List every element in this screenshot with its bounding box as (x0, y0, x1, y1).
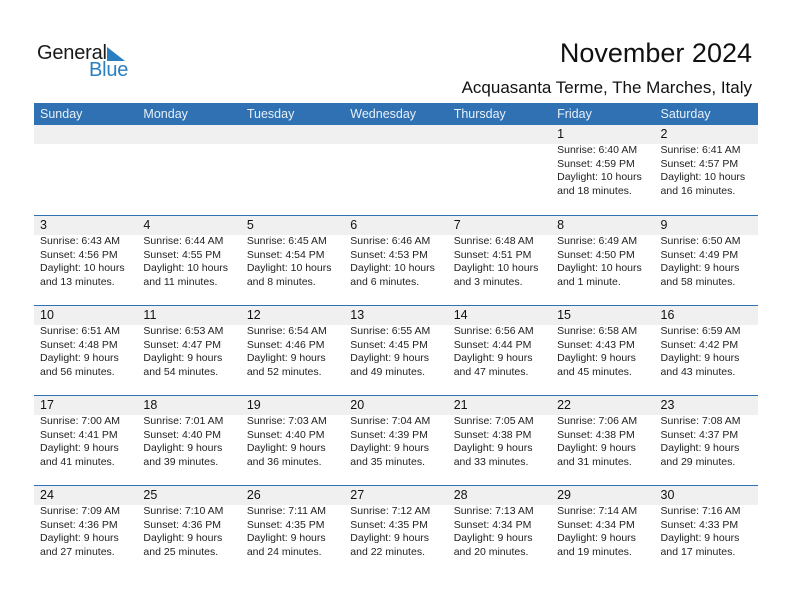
empty-day-cell (137, 125, 240, 198)
day-number: 24 (40, 488, 54, 502)
daylight-minutes-text: and 27 minutes. (40, 545, 115, 558)
day-cell (448, 306, 551, 379)
sunrise-text: Sunrise: 7:04 AM (350, 415, 431, 427)
sunrise-text: Sunrise: 7:05 AM (453, 415, 534, 427)
day-cell (344, 396, 447, 469)
daylight-text: Daylight: 10 hours (660, 171, 746, 183)
generalblue-logo (37, 42, 137, 82)
daylight-minutes-text: and 36 minutes. (246, 455, 322, 468)
sunrise-text: Sunrise: 7:03 AM (246, 415, 327, 427)
day-cell (241, 486, 344, 559)
sunset-text: Sunset: 4:50 PM (557, 248, 635, 261)
day-cell (448, 396, 551, 469)
sunrise-text: Sunrise: 7:08 AM (660, 415, 741, 427)
sunset-text: Sunset: 4:34 PM (453, 518, 532, 531)
daylight-minutes-text: and 17 minutes. (660, 545, 736, 558)
sunrise-text: Sunrise: 7:13 AM (453, 505, 534, 517)
sunrise-text: Sunrise: 6:55 AM (350, 325, 431, 337)
day-cell (34, 216, 137, 289)
week-row (34, 125, 758, 215)
daylight-text: Daylight: 9 hours (350, 442, 430, 454)
sunrise-text: Sunrise: 7:06 AM (557, 415, 638, 427)
weekday-saturday: Saturday (660, 107, 711, 121)
sunrise-text: Sunrise: 7:10 AM (143, 505, 224, 517)
daylight-minutes-text: and 43 minutes. (660, 365, 736, 378)
daylight-text: Daylight: 10 hours (40, 262, 125, 274)
day-cell (344, 216, 447, 289)
day-number: 2 (660, 127, 668, 141)
calendar-title: November 2024 (559, 38, 752, 68)
sunset-text: Sunset: 4:42 PM (660, 338, 739, 351)
sunset-text: Sunset: 4:59 PM (557, 157, 635, 170)
daylight-minutes-text: and 8 minutes. (246, 275, 316, 288)
sunrise-text: Sunrise: 6:44 AM (143, 235, 224, 247)
week-cells (34, 125, 758, 198)
day-cell (655, 486, 758, 559)
daylight-text: Daylight: 9 hours (246, 532, 326, 544)
daylight-minutes-text: and 25 minutes. (143, 545, 219, 558)
daylight-text: Daylight: 9 hours (246, 442, 326, 454)
week-cells (34, 306, 758, 379)
sunset-text: Sunset: 4:55 PM (143, 248, 222, 261)
sunrise-text: Sunrise: 6:58 AM (557, 325, 638, 337)
day-cell (551, 306, 654, 379)
day-cell (241, 216, 344, 289)
weekday-monday: Monday (143, 107, 188, 121)
day-number: 15 (557, 308, 572, 322)
week-cells (34, 486, 758, 559)
day-number: 23 (660, 398, 675, 412)
sunset-text: Sunset: 4:51 PM (453, 248, 532, 261)
day-cell (551, 125, 654, 198)
daylight-minutes-text: and 49 minutes. (350, 365, 425, 378)
daylight-text: Daylight: 10 hours (246, 262, 332, 274)
calendar-grid (34, 103, 758, 575)
day-number: 16 (660, 308, 675, 322)
week-cells (34, 396, 758, 469)
logo-word-general: General (37, 42, 107, 64)
daylight-text: Daylight: 10 hours (453, 262, 539, 274)
daylight-minutes-text: and 11 minutes. (143, 275, 218, 288)
day-cell (655, 216, 758, 289)
daylight-minutes-text: and 52 minutes. (246, 365, 322, 378)
day-cell (655, 125, 758, 198)
empty-day-cell (448, 125, 551, 198)
day-cell (344, 306, 447, 379)
sunrise-text: Sunrise: 6:50 AM (660, 235, 741, 247)
day-number: 1 (557, 127, 565, 141)
day-cell (344, 486, 447, 559)
day-cell (137, 396, 240, 469)
day-number: 7 (453, 218, 461, 232)
sunset-text: Sunset: 4:40 PM (143, 428, 222, 441)
daylight-text: Daylight: 9 hours (143, 352, 223, 364)
sunset-text: Sunset: 4:33 PM (660, 518, 739, 531)
day-number: 12 (246, 308, 261, 322)
day-number: 13 (350, 308, 365, 322)
sunrise-text: Sunrise: 6:49 AM (557, 235, 638, 247)
sunrise-text: Sunrise: 7:00 AM (40, 415, 120, 427)
daylight-minutes-text: and 58 minutes. (660, 275, 736, 288)
day-number: 19 (246, 398, 261, 412)
sunset-text: Sunset: 4:35 PM (350, 518, 428, 531)
day-cell (34, 306, 137, 379)
day-number: 3 (40, 218, 47, 232)
day-cell (137, 306, 240, 379)
sunrise-text: Sunrise: 7:01 AM (143, 415, 224, 427)
sunset-text: Sunset: 4:53 PM (350, 248, 428, 261)
daylight-minutes-text: and 29 minutes. (660, 455, 736, 468)
sunrise-text: Sunrise: 6:56 AM (453, 325, 534, 337)
sunrise-text: Sunrise: 6:45 AM (246, 235, 327, 247)
day-number: 9 (660, 218, 668, 232)
day-cell (655, 396, 758, 469)
sunset-text: Sunset: 4:47 PM (143, 338, 222, 351)
sunrise-text: Sunrise: 6:54 AM (246, 325, 327, 337)
day-number: 30 (660, 488, 675, 502)
day-number: 14 (453, 308, 468, 322)
daylight-text: Daylight: 10 hours (350, 262, 435, 274)
daylight-text: Daylight: 10 hours (557, 171, 642, 183)
sunset-text: Sunset: 4:54 PM (246, 248, 325, 261)
daylight-minutes-text: and 22 minutes. (350, 545, 425, 558)
day-number: 18 (143, 398, 158, 412)
sunset-text: Sunset: 4:37 PM (660, 428, 739, 441)
daylight-minutes-text: and 19 minutes. (557, 545, 632, 558)
daylight-minutes-text: and 13 minutes. (40, 275, 115, 288)
daylight-minutes-text: and 54 minutes. (143, 365, 219, 378)
day-cell (241, 396, 344, 469)
logo-word-blue: Blue (89, 59, 129, 81)
day-cell (34, 396, 137, 469)
day-cell (241, 306, 344, 379)
daylight-text: Daylight: 9 hours (660, 352, 740, 364)
day-number: 6 (350, 218, 358, 232)
sunset-text: Sunset: 4:45 PM (350, 338, 428, 351)
sunset-text: Sunset: 4:44 PM (453, 338, 532, 351)
sunset-text: Sunset: 4:41 PM (40, 428, 118, 441)
day-cell (551, 486, 654, 559)
day-cell (551, 216, 654, 289)
day-number: 8 (557, 218, 565, 232)
weekday-friday: Friday (557, 107, 592, 121)
sunrise-text: Sunrise: 7:14 AM (557, 505, 638, 517)
daylight-minutes-text: and 3 minutes. (453, 275, 523, 288)
day-cell (137, 486, 240, 559)
day-number: 29 (557, 488, 572, 502)
daylight-minutes-text: and 24 minutes. (246, 545, 322, 558)
daylight-text: Daylight: 9 hours (40, 532, 119, 544)
daylight-text: Daylight: 9 hours (350, 532, 430, 544)
sunrise-text: Sunrise: 7:12 AM (350, 505, 431, 517)
daylight-minutes-text: and 16 minutes. (660, 184, 736, 197)
weeks-container (34, 125, 758, 575)
day-number: 20 (350, 398, 365, 412)
day-number: 11 (143, 308, 157, 322)
sunset-text: Sunset: 4:34 PM (557, 518, 635, 531)
daylight-text: Daylight: 9 hours (557, 532, 636, 544)
sunset-text: Sunset: 4:57 PM (660, 157, 739, 170)
daylight-text: Daylight: 9 hours (350, 352, 430, 364)
sunset-text: Sunset: 4:38 PM (557, 428, 635, 441)
sunset-text: Sunset: 4:56 PM (40, 248, 118, 261)
daylight-text: Daylight: 9 hours (660, 442, 740, 454)
sunset-text: Sunset: 4:35 PM (246, 518, 325, 531)
sunset-text: Sunset: 4:48 PM (40, 338, 118, 351)
day-cell (448, 216, 551, 289)
day-number: 5 (246, 218, 254, 232)
week-row (34, 305, 758, 395)
day-number: 27 (350, 488, 365, 502)
weekday-header-row (34, 103, 758, 125)
daylight-minutes-text: and 56 minutes. (40, 365, 115, 378)
sunset-text: Sunset: 4:36 PM (40, 518, 118, 531)
day-cell (655, 306, 758, 379)
day-cell (551, 396, 654, 469)
empty-day-cell (34, 125, 137, 198)
sunset-text: Sunset: 4:49 PM (660, 248, 739, 261)
sunset-text: Sunset: 4:46 PM (246, 338, 325, 351)
empty-day-cell (344, 125, 447, 198)
week-row (34, 215, 758, 305)
day-number: 4 (143, 218, 151, 232)
empty-day-cell (241, 125, 344, 198)
daylight-text: Daylight: 9 hours (246, 352, 326, 364)
sunset-text: Sunset: 4:40 PM (246, 428, 325, 441)
sunrise-text: Sunrise: 6:59 AM (660, 325, 741, 337)
sunrise-text: Sunrise: 7:16 AM (660, 505, 741, 517)
daylight-text: Daylight: 9 hours (660, 532, 740, 544)
day-cell (34, 486, 137, 559)
day-number: 17 (40, 398, 54, 412)
daylight-text: Daylight: 9 hours (40, 442, 119, 454)
sunset-text: Sunset: 4:43 PM (557, 338, 635, 351)
daylight-text: Daylight: 10 hours (143, 262, 229, 274)
day-number: 10 (40, 308, 54, 322)
day-number: 21 (453, 398, 468, 412)
daylight-text: Daylight: 10 hours (557, 262, 642, 274)
daylight-text: Daylight: 9 hours (453, 352, 533, 364)
daylight-minutes-text: and 31 minutes. (557, 455, 632, 468)
day-cell (137, 216, 240, 289)
daylight-minutes-text: and 6 minutes. (350, 275, 420, 288)
calendar-location: Acquasanta Terme, The Marches, Italy (461, 78, 752, 97)
daylight-minutes-text: and 35 minutes. (350, 455, 425, 468)
day-cell (448, 486, 551, 559)
week-row (34, 485, 758, 575)
weekday-thursday: Thursday (453, 107, 506, 121)
day-number: 22 (557, 398, 572, 412)
weekday-wednesday: Wednesday (350, 107, 417, 121)
daylight-text: Daylight: 9 hours (453, 532, 533, 544)
daylight-text: Daylight: 9 hours (557, 352, 636, 364)
daylight-minutes-text: and 39 minutes. (143, 455, 219, 468)
daylight-minutes-text: and 1 minute. (557, 275, 621, 288)
daylight-minutes-text: and 18 minutes. (557, 184, 632, 197)
day-number: 26 (246, 488, 261, 502)
sunset-text: Sunset: 4:38 PM (453, 428, 532, 441)
daylight-minutes-text: and 41 minutes. (40, 455, 115, 468)
daylight-minutes-text: and 45 minutes. (557, 365, 632, 378)
daylight-minutes-text: and 20 minutes. (453, 545, 529, 558)
daylight-text: Daylight: 9 hours (557, 442, 636, 454)
sunrise-text: Sunrise: 6:51 AM (40, 325, 120, 337)
daylight-text: Daylight: 9 hours (453, 442, 533, 454)
daylight-text: Daylight: 9 hours (143, 442, 223, 454)
weekday-sunday: Sunday (40, 107, 83, 121)
daylight-minutes-text: and 33 minutes. (453, 455, 529, 468)
daylight-minutes-text: and 47 minutes. (453, 365, 529, 378)
week-cells (34, 216, 758, 289)
day-number: 25 (143, 488, 158, 502)
week-row (34, 395, 758, 485)
sunset-text: Sunset: 4:39 PM (350, 428, 428, 441)
sunrise-text: Sunrise: 6:53 AM (143, 325, 224, 337)
sunset-text: Sunset: 4:36 PM (143, 518, 222, 531)
sunrise-text: Sunrise: 6:46 AM (350, 235, 431, 247)
daylight-text: Daylight: 9 hours (143, 532, 223, 544)
daylight-text: Daylight: 9 hours (40, 352, 119, 364)
daylight-text: Daylight: 9 hours (660, 262, 740, 274)
sunrise-text: Sunrise: 7:09 AM (40, 505, 120, 517)
sunrise-text: Sunrise: 6:40 AM (557, 144, 638, 156)
sunrise-text: Sunrise: 6:48 AM (453, 235, 534, 247)
sunrise-text: Sunrise: 7:11 AM (246, 505, 327, 517)
sunrise-text: Sunrise: 6:41 AM (660, 144, 741, 156)
weekday-tuesday: Tuesday (246, 107, 295, 121)
day-number: 28 (453, 488, 468, 502)
sunrise-text: Sunrise: 6:43 AM (40, 235, 120, 247)
